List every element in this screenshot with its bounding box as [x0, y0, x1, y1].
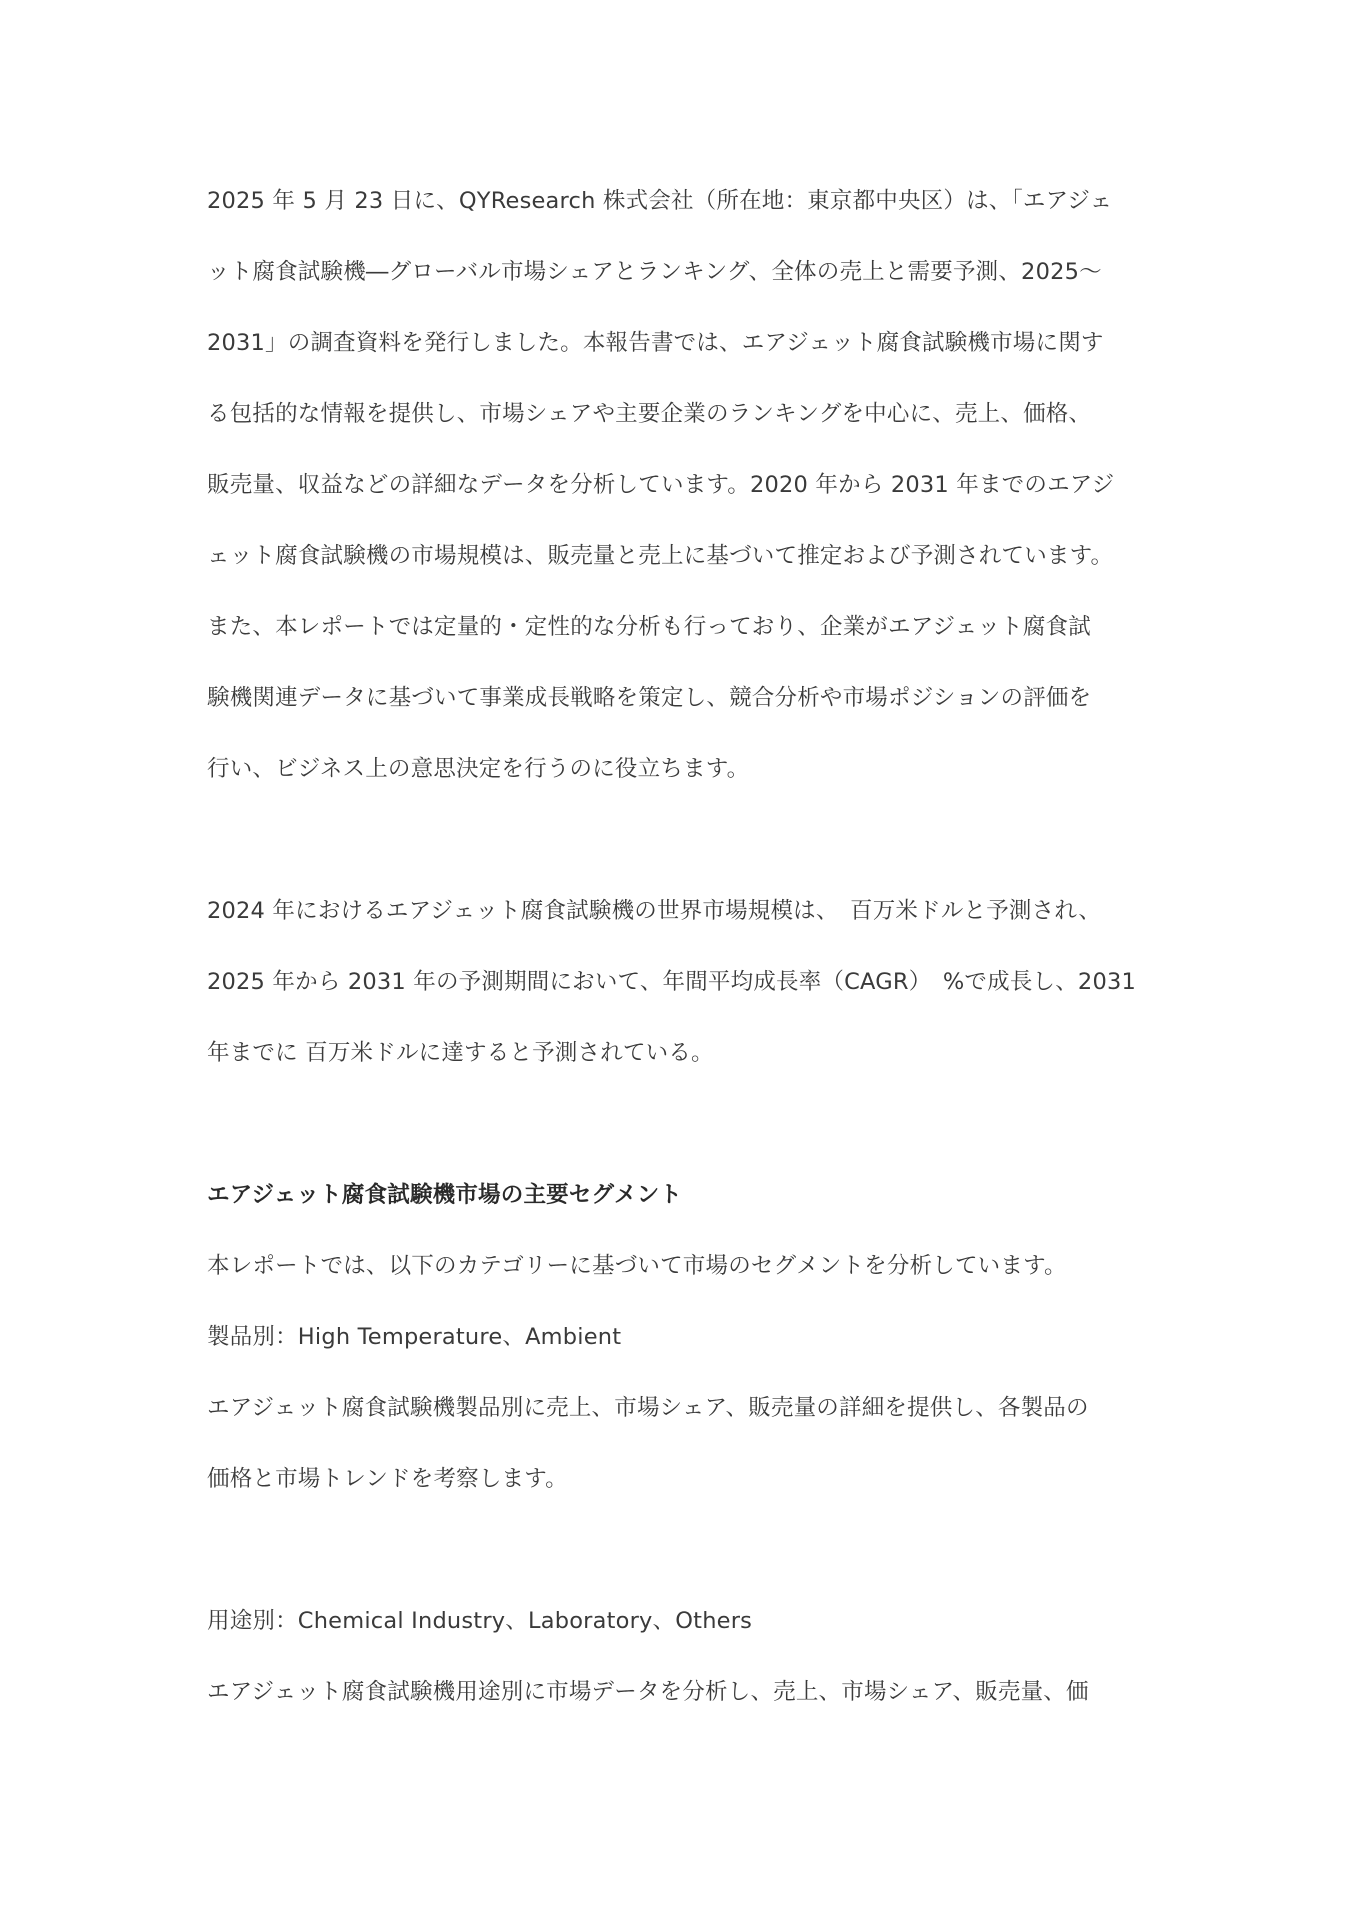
paragraph1-line-8: 験機関連データに基づいて事業成長戦略を策定し、競合分析や市場ポジションの評価を: [207, 685, 1092, 711]
segments-by-product-desc-1: エアジェット腐食試験機製品別に売上、市場シェア、販売量の詳細を提供し、各製品の: [207, 1395, 1089, 1421]
paragraph1-line-4: る包括的な情報を提供し、市場シェアや主要企業のランキングを中心に、売上、価格、: [207, 401, 1092, 427]
paragraph2-line-1: 2024 年におけるエアジェット腐食試験機の世界市場規模は、 百万米ドルと予測され、: [207, 898, 1102, 924]
paragraph1-line-1: 2025 年 5 月 23 日に、QYResearch 株式会社（所在地：東京都中央区）は、「エアジェ: [207, 188, 1113, 214]
paragraph2-line-3: 年までに 百万米ドルに達すると予測されている。: [207, 1040, 714, 1066]
paragraph1-line-9: 行い、ビジネス上の意思決定を行うのに役立ちます。: [207, 756, 750, 782]
paragraph1-line-5: 販売量、収益などの詳細なデータを分析しています。2020 年から 2031 年までのエアジ: [207, 472, 1115, 498]
segments-by-product: 製品別：High Temperature、Ambient: [207, 1324, 622, 1350]
paragraph1-line-7: また、本レポートでは定量的・定性的な分析も行っており、企業がエアジェット腐食試: [207, 614, 1091, 640]
segments-heading: エアジェット腐食試験機市場の主要セグメント: [207, 1182, 683, 1208]
paragraph1-line-3: 2031」の調査資料を発行しました。本報告書では、エアジェット腐食試験機市場に関す: [207, 330, 1104, 356]
paragraph1-line-6: ェット腐食試験機の市場規模は、販売量と売上に基づいて推定および予測されています。: [207, 543, 1114, 569]
paragraph2-line-2: 2025 年から 2031 年の予測期間において、年間平均成長率（CAGR） %で成長し、2031: [207, 969, 1136, 995]
segments-by-application-desc-1: エアジェット腐食試験機用途別に市場データを分析し、売上、市場シェア、販売量、価: [207, 1679, 1089, 1705]
paragraph1-line-2: ット腐食試験機―グローバル市場シェアとランキング、全体の売上と需要予測、2025～: [207, 259, 1102, 285]
segments-intro: 本レポートでは、以下のカテゴリーに基づいて市場のセグメントを分析しています。: [207, 1253, 1067, 1279]
segments-by-product-desc-2: 価格と市場トレンドを考察します。: [207, 1466, 568, 1492]
segments-by-application: 用途別：Chemical Industry、Laboratory、Others: [207, 1608, 753, 1634]
